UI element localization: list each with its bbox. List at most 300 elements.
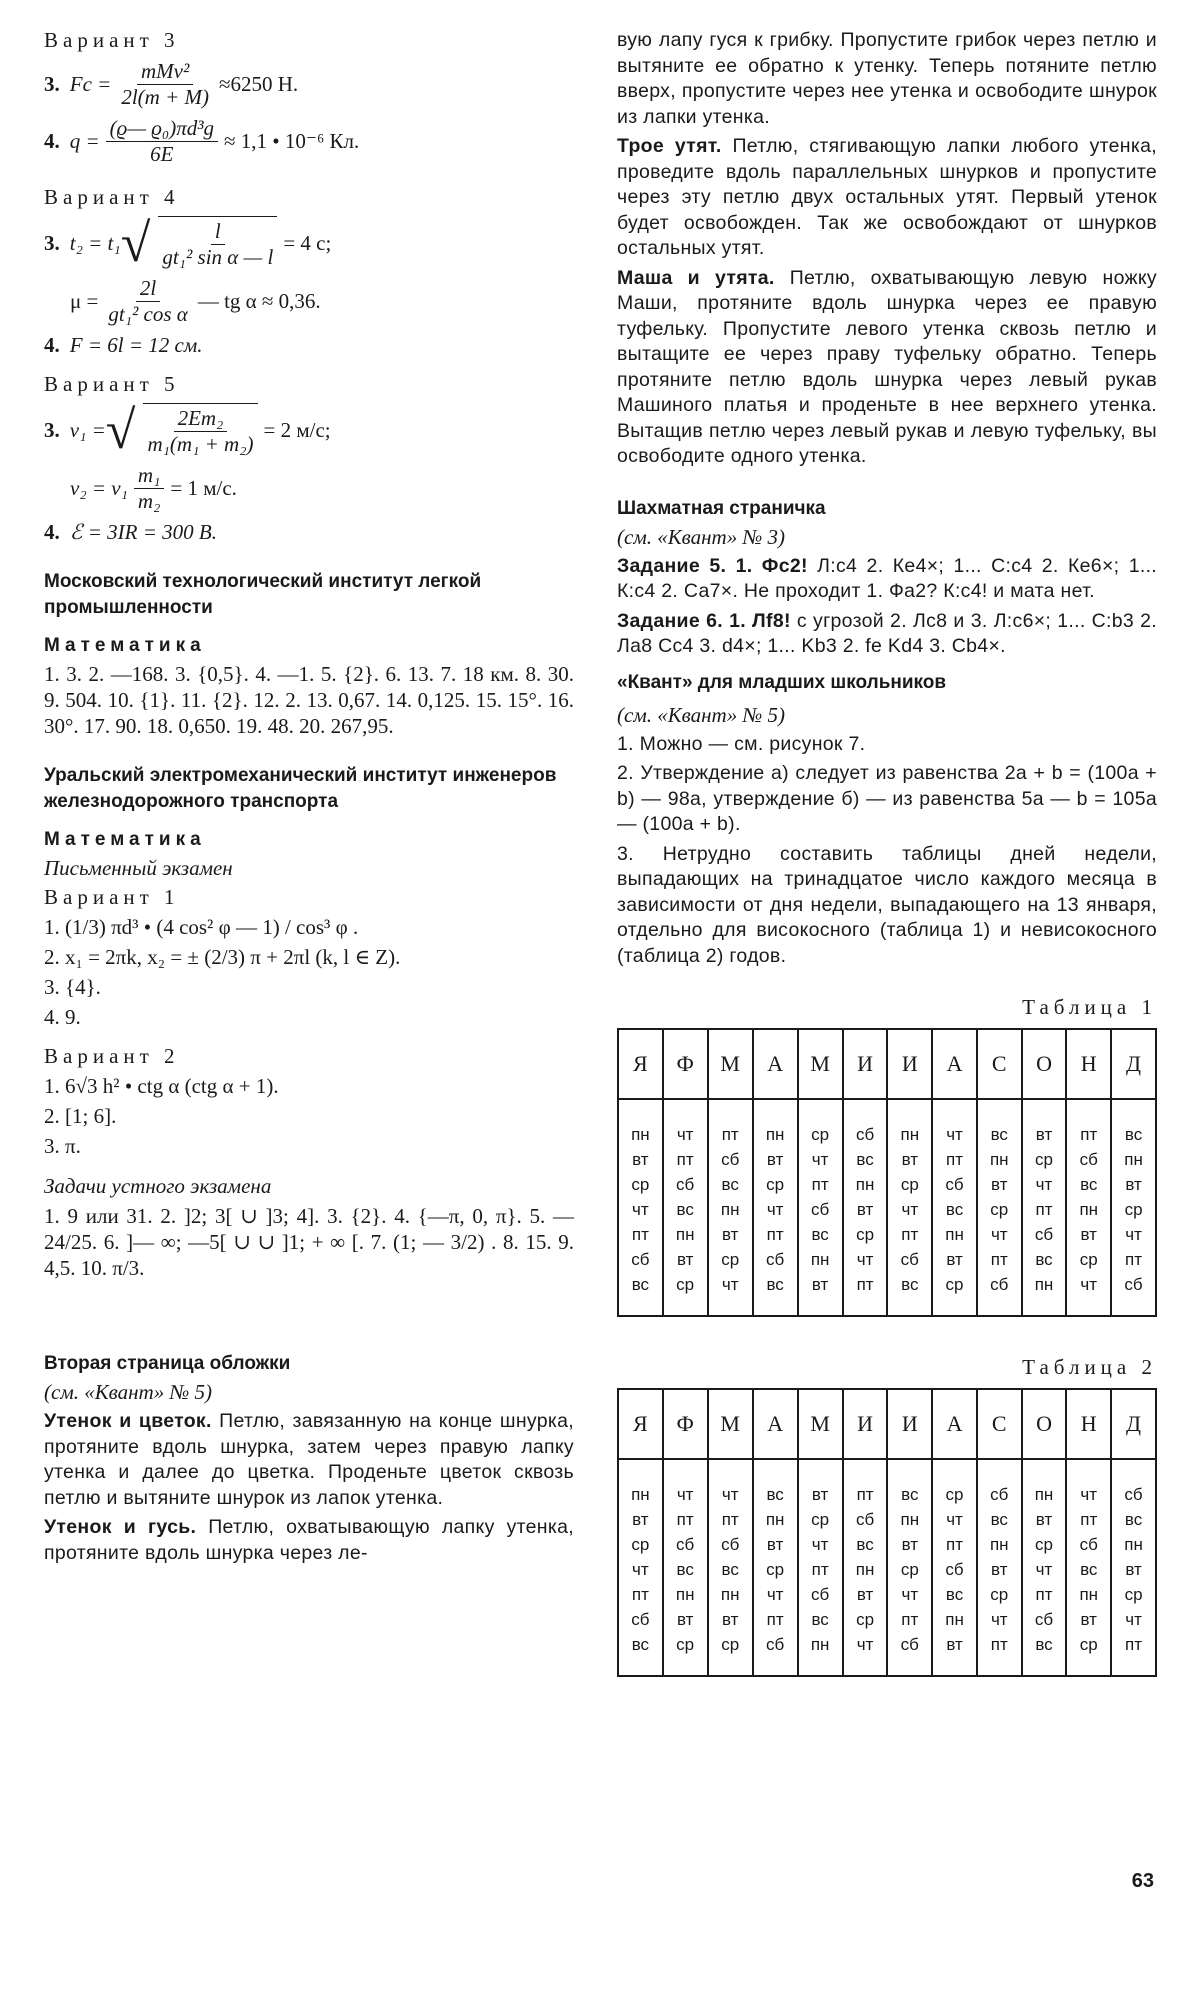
day-cell: пн [945,1225,964,1244]
day-cell: пт [766,1610,784,1629]
day-cell: чт [1080,1275,1098,1294]
answer-4: 4. 9. [44,1005,81,1029]
day-cell: сб [1079,1535,1098,1554]
day-cell: пн [1034,1275,1054,1294]
sqrt-sign-icon: √ [120,213,151,273]
denominator: gt₁² sin α — l [162,245,274,269]
numerator: m₁ [134,463,164,489]
cover-heading: Вторая страница обложки [44,1353,291,1374]
para-text: Петлю, охватывающую левую ножку Маши, протяните вдоль шнурка через ее правую туфельку. Пропустите левого утенка сквозь петлю и вытащите ее через праву туфельку обратно. Теперь протяните петлю вдоль шнурка через левый рукав Машиного платья и проденьте в нее верхнего утенка. Вытащив петлю через левый рукав и левую туфельку, вы освободите одного утенка. [617,266,1157,467]
day-cell: вс [945,1200,964,1219]
day-cell: вс [1124,1510,1143,1529]
day-cell: пт [946,1150,964,1169]
day-cell: сб [766,1635,785,1654]
day-cell: ср [945,1275,964,1294]
month-header: И [843,1389,888,1459]
day-cell: ср [676,1275,695,1294]
month-header: Я [618,1029,663,1099]
para-lead: Утенок и гусь. [44,1516,197,1538]
day-cell: вс [766,1485,784,1504]
day-cell: пт [856,1275,874,1294]
month-header: М [708,1029,753,1099]
day-cell: пт [676,1150,694,1169]
chess-heading: Шахматная страничка [617,497,826,519]
day-cell: пн [810,1250,830,1269]
day-cell: чт [766,1585,784,1604]
day-cell: вт [766,1535,784,1554]
mtilp-subject: Математика [44,635,206,656]
day-cell: пт [1035,1585,1053,1604]
day-cell: пн [720,1585,740,1604]
day-cell: пн [855,1175,875,1194]
day-list [799,1122,842,1297]
day-cell: сб [900,1635,919,1654]
day-cell: пт [631,1585,649,1604]
para-text: Петлю, завязанную на конце шнурка, протяните вдоль шнурка, затем через правую лапку утенка и далее до цветка. Проденьте цветок сквозь петлю и вытяните шнурок из лапок утенка. [44,1410,574,1509]
day-cell: чт [721,1485,739,1504]
day-cell: пт [811,1175,829,1194]
numerator: (ϱ— ϱ₀)πd³g [106,116,218,142]
kvant-heading: «Квант» для младших школьников [617,671,947,693]
month-header: Н [1066,1389,1111,1459]
day-cell: сб [810,1585,830,1604]
cover-ref: (см. «Квант» № 5) [44,1380,213,1404]
month-header: А [753,1029,798,1099]
day-cell: сб [855,1510,875,1529]
fraction [117,59,213,110]
day-cell: пн [1079,1200,1099,1219]
answer-2: 2. x₁ = 2πk, x₂ = ± (2/3) π + 2πl (k, l ∈ Z). [44,945,401,969]
denominator: 2l(m + M) [121,85,209,109]
day-cell: ср [1124,1200,1143,1219]
day-list [1067,1482,1110,1657]
day-cell: чт [946,1125,963,1144]
day-cell: вт [1125,1175,1142,1194]
variant-5-title: Вариант 5 [44,372,180,396]
day-cell: пн [989,1535,1009,1554]
day-cell: вт [991,1560,1008,1579]
day-cell: пт [766,1225,784,1244]
day-cell: ср [811,1125,830,1144]
day-cell: чт [856,1250,874,1269]
variant-3-title: Вариант 3 [44,28,180,52]
day-cell: чт [1080,1485,1098,1504]
month-header: М [798,1029,843,1099]
denominator: gt₁² cos α [108,302,188,326]
month-column [932,1459,977,1676]
para-text: Петлю, охватывающую лапку утенка, протяните вдоль шнурка через ле- [44,1516,574,1564]
day-cell: чт [632,1200,649,1219]
month-column [753,1099,798,1316]
uemiit-subject: Математика [44,829,206,850]
day-cell: вс [721,1560,739,1579]
variant-4-title: Вариант 4 [44,185,180,209]
day-list [933,1122,976,1297]
day-cell: пн [765,1510,785,1529]
para-lead: Трое утят. [617,135,722,157]
day-cell: пн [900,1125,920,1144]
denominator: m₂ [137,489,161,513]
day-cell: пн [720,1200,740,1219]
day-cell: вс [631,1635,650,1654]
month-column [977,1459,1022,1676]
day-cell: пн [855,1560,875,1579]
month-header: И [843,1029,888,1099]
eq-lhs: Fc = [69,72,112,96]
day-cell: вс [856,1535,874,1554]
month-column [1111,1099,1156,1316]
month-header: М [708,1389,753,1459]
day-cell: вс [901,1275,919,1294]
day-cell: сб [766,1250,785,1269]
day-list [978,1482,1021,1657]
mtilp-heading: Московский технологический институт легкой промышленности [44,571,482,618]
month-header: М [798,1389,843,1459]
day-list [978,1122,1021,1297]
eq-lhs: μ = [70,289,99,313]
day-cell: чт [946,1510,963,1529]
day-cell: вт [991,1175,1008,1194]
cover-para-1 [44,1409,574,1511]
day-cell: чт [1035,1560,1053,1579]
day-cell: пн [1034,1485,1054,1504]
sqrt-sign-icon: √ [105,400,136,460]
month-header: Ф [663,1029,708,1099]
day-cell: чт [676,1125,694,1144]
fraction [104,276,191,327]
day-cell: сб [900,1250,919,1269]
day-cell: пт [721,1125,739,1144]
eq-rhs: = 2 м/с; [263,417,331,442]
chess-task-6 [617,609,1157,660]
para-lead: Маша и утята. [617,266,775,289]
month-header: А [932,1389,977,1459]
table-row [618,1099,1156,1316]
answer-1: 1. (1/3) πd³ • (4 cos² φ — 1) / cos³ φ . [44,915,359,939]
month-header: Д [1111,1389,1156,1459]
month-header: С [977,1029,1022,1099]
v5-eq4 [44,520,574,545]
chess-task-5 [617,554,1157,605]
task-lead: Задание 5. 1. Фс2! [617,554,808,577]
v3-eq3 [44,59,574,110]
day-cell: чт [901,1585,919,1604]
day-cell: чт [1035,1175,1053,1194]
para-lead: Утенок и цветок. [44,1410,212,1432]
day-cell: вс [676,1560,694,1579]
day-list [888,1482,931,1657]
chess-ref: (см. «Квант» № 3) [617,524,786,549]
day-list [1067,1122,1110,1297]
day-cell: ср [721,1635,740,1654]
eq-number: 3. [44,72,60,96]
month-header: О [1022,1029,1067,1099]
task-text: с угрозой 2. Лс8 и 3. Л:с6×; 1... С:b3 2. Ла8 Сс4 3. d4×; 1... Kb3 2. fe Kd4 3. Cb4×. [617,609,1158,657]
right-column [617,28,1157,1677]
day-cell: ср [945,1485,964,1504]
day-cell: чт [990,1610,1008,1629]
day-cell: пн [1079,1585,1099,1604]
month-column [618,1099,663,1316]
day-cell: пн [631,1485,650,1504]
eq-rhs: ≈6250 Н. [218,72,299,96]
month-column [618,1459,663,1676]
denominator: m₁(m₁ + m₂) [147,432,254,456]
day-cell: пн [989,1150,1009,1169]
day-cell: вт [676,1250,694,1269]
task-text: Л:с4 2. Ке4×; 1... С:с4 2. Ке6×; 1... К:с4 2. Са7×. Не проходит 1. Фа2? К:с4! и мата нет. [617,554,1158,602]
eq-lhs: v₂ = v₁ [70,476,128,500]
day-list [1112,1122,1155,1297]
answer-3: 3. {4}. [44,975,101,999]
day-cell: ср [856,1225,875,1244]
month-column [843,1099,888,1316]
v5-eq3 [44,400,574,460]
fraction [106,116,218,167]
day-cell: ср [766,1560,785,1579]
day-cell: вт [632,1150,649,1169]
day-cell: сб [676,1535,695,1554]
day-cell: вт [1080,1225,1097,1244]
month-column [932,1099,977,1316]
day-cell: пт [1035,1200,1053,1219]
day-cell: вт [946,1635,963,1654]
day-cell: чт [811,1535,829,1554]
day-cell: сб [721,1535,740,1554]
day-cell: вт [856,1200,874,1219]
table-2 [617,1388,1157,1677]
para-text: Петлю, стягивающую лапки любого утенка, проведите вдоль параллельных шнурков и пропустите через эту петлю двух остальных утят. Первый утенок будет освобожден. Так же освобождают от шнурков остальных утят. [617,135,1157,259]
eq-lhs: v₁ = [69,417,106,442]
day-list [888,1122,931,1297]
day-cell: ср [676,1635,695,1654]
written-exam-label: Письменный экзамен [44,856,233,880]
day-cell: вс [945,1585,964,1604]
day-cell: вс [811,1610,829,1629]
month-header: Н [1066,1029,1111,1099]
day-cell: вт [1125,1560,1142,1579]
day-cell: пт [676,1510,694,1529]
month-header: Д [1111,1029,1156,1099]
day-cell: пт [901,1610,919,1629]
day-list [709,1122,752,1297]
day-cell: пн [675,1225,695,1244]
month-column [1022,1099,1067,1316]
eq-rhs: = 1 м/с. [170,476,237,500]
table-1-caption: Таблица 1 [1022,995,1157,1019]
day-cell: вт [901,1150,919,1169]
day-list [754,1122,797,1297]
day-cell: пн [810,1635,830,1654]
mtilp-answers: 1. 3. 2. —168. 3. {0,5}. 4. —1. 5. {2}. 6. 13. 7. 18 км. 8. 30. 9. 504. 10. {1}. 11. {2}. 12. 2. 13. 0,67. 14. 0,125. 15. 15°. 16. 30°. 17. 90. 18. 0,650. 19. 48. 20. 267,95. [44,662,574,738]
month-header: Я [618,1389,663,1459]
numerator: mMv² [137,59,193,85]
month-header: А [932,1029,977,1099]
table-header-row [618,1029,1156,1099]
answer-b2: 2. [1; 6]. [44,1104,117,1128]
day-cell: чт [856,1635,874,1654]
kvant-item-3: 3. Нетрудно составить таблицы дней недели, выпадающих на тринадцатое число каждого месяца в зависимости от дня недели, выпадающего на 13 января, отдельно для високосного (таблица 1) и невисокосного (таблица 2) годов. [617,842,1157,967]
day-cell: пт [990,1635,1008,1654]
day-list [933,1482,976,1657]
oral-exam-label: Задачи устного экзамена [44,1174,272,1198]
day-cell: сб [810,1200,830,1219]
month-header: И [887,1389,932,1459]
fraction [158,216,277,270]
month-column [1111,1459,1156,1676]
day-cell: ср [766,1175,785,1194]
eq-number: 4. [44,333,60,357]
kvant-ref: (см. «Квант» № 5) [617,702,786,727]
table-1 [617,1028,1157,1317]
day-cell: ср [1035,1150,1053,1169]
cover-para-2 [44,1515,574,1566]
masha-para [617,266,1157,470]
eq-number: 4. [44,129,60,153]
day-list [619,1482,662,1657]
day-cell: вт [901,1535,919,1554]
eq-rhs: ≈ 1,1 • 10⁻⁶ Кл. [224,129,360,153]
day-cell: ср [631,1535,650,1554]
day-cell: вс [856,1150,874,1169]
month-header: О [1022,1389,1067,1459]
day-cell: пн [631,1125,650,1144]
day-cell: чт [632,1560,649,1579]
v3-eq4 [44,116,574,167]
day-cell: чт [901,1200,919,1219]
day-cell: вт [811,1485,829,1504]
fraction [143,403,257,457]
month-column [663,1099,708,1316]
day-cell: вс [1124,1125,1143,1144]
month-column [663,1459,708,1676]
day-cell: пт [1125,1250,1143,1269]
day-cell: пн [765,1125,785,1144]
kvant-item-2: 2. Утверждение а) следует из равенства 2a + b = (100a + b) — 98a, утверждение б) — из равенства 5a — b = 105a — (100a + b). [617,762,1157,835]
day-cell: чт [990,1225,1008,1244]
day-cell: вт [856,1585,874,1604]
numerator: l [211,219,225,245]
variant-1-title: Вариант 1 [44,885,180,909]
day-cell: вс [901,1485,919,1504]
day-cell: вт [811,1275,829,1294]
day-cell: вт [632,1510,649,1529]
day-cell: ср [1124,1585,1143,1604]
day-cell: вс [721,1175,739,1194]
day-list [664,1122,707,1297]
day-cell: сб [631,1250,650,1269]
month-column [708,1459,753,1676]
variant-2-title: Вариант 2 [44,1044,180,1068]
day-cell: пт [811,1560,829,1579]
eq-rhs: — tg α ≈ 0,36. [197,289,321,313]
uemiit-heading: Уральский электромеханический институт инженеров железнодорожного транспорта [44,765,557,812]
month-header: И [887,1029,932,1099]
day-list [799,1482,842,1657]
month-column [1022,1459,1067,1676]
day-cell: сб [945,1560,964,1579]
day-cell: ср [900,1560,919,1579]
day-cell: сб [945,1175,964,1194]
fraction [134,463,164,514]
day-cell: вт [721,1225,739,1244]
day-cell: вс [990,1510,1008,1529]
continued-paragraph: вую лапу гуся к грибку. Пропустите грибок через петлю и вытяните ее обратно к утенку. Теперь потяните петлю вверх, пропустите через нее утенка и освободите шнурок из лапки утенка. [617,29,1157,128]
table-header-row [618,1389,1156,1459]
day-list [1023,1482,1066,1657]
day-cell: пт [721,1510,739,1529]
month-header: А [753,1389,798,1459]
month-column [977,1099,1022,1316]
page-number: 63 [1131,1870,1154,1892]
day-cell: ср [900,1175,919,1194]
day-cell: пн [675,1585,695,1604]
day-cell: сб [1124,1485,1143,1504]
month-column [1066,1459,1111,1676]
table-row [618,1459,1156,1676]
day-cell: сб [1034,1610,1054,1629]
day-cell: ср [1079,1635,1098,1654]
day-cell: сб [990,1485,1009,1504]
day-cell: сб [631,1610,650,1629]
sqrt [120,213,284,273]
month-column [798,1459,843,1676]
day-cell: чт [1125,1225,1142,1244]
day-list [709,1482,752,1657]
day-cell: пн [900,1510,920,1529]
day-list [844,1122,887,1297]
day-cell: чт [721,1275,739,1294]
oral-answers: 1. 9 или 31. 2. ]2; 3[ ∪ ]3; 4]. 3. {2}. 4. {—π, 0, π}. 5. — 24/25. 6. ]— ∞; —5[ ∪ ∪ ]1; + ∞ [. 7. (1; — 3/2) . 8. 15. 9. 4,5. 10. π/3. [44,1204,574,1280]
day-cell: чт [766,1200,784,1219]
eq-number: 3. [44,230,60,255]
v4-eq3 [44,213,574,273]
day-cell: вс [766,1275,784,1294]
answer-b3: 3. π. [44,1134,81,1158]
eq-number: 4. [44,520,60,544]
day-cell: чт [811,1150,829,1169]
month-column [1066,1099,1111,1316]
day-cell: вс [676,1200,694,1219]
day-cell: сб [990,1275,1009,1294]
day-cell: пт [1080,1125,1098,1144]
day-cell: ср [631,1175,650,1194]
day-cell: пн [1124,1150,1143,1169]
eq-number: 3. [44,417,60,442]
month-column [887,1099,932,1316]
three-ducklings-para [617,134,1157,262]
day-cell: вт [766,1150,784,1169]
left-column [44,28,574,1570]
day-cell: сб [1034,1225,1054,1244]
task-lead: Задание 6. 1. Лf8! [617,609,791,632]
day-cell: сб [855,1125,875,1144]
numerator: 2Em₂ [174,406,228,432]
day-list [754,1482,797,1657]
day-cell: вт [946,1250,963,1269]
day-cell: пт [1080,1510,1098,1529]
table-2-caption: Таблица 2 [1022,1355,1157,1379]
day-cell: ср [811,1510,830,1529]
day-cell: пт [1125,1635,1143,1654]
kvant-item-1: 1. Можно — см. рисунок 7. [617,732,866,755]
day-cell: вт [1080,1610,1097,1629]
day-list [1023,1122,1066,1297]
v5-v2 [70,463,574,514]
day-cell: ср [721,1250,740,1269]
day-cell: пн [945,1610,964,1629]
eq-lhs: t₂ = t₁ [69,230,121,255]
